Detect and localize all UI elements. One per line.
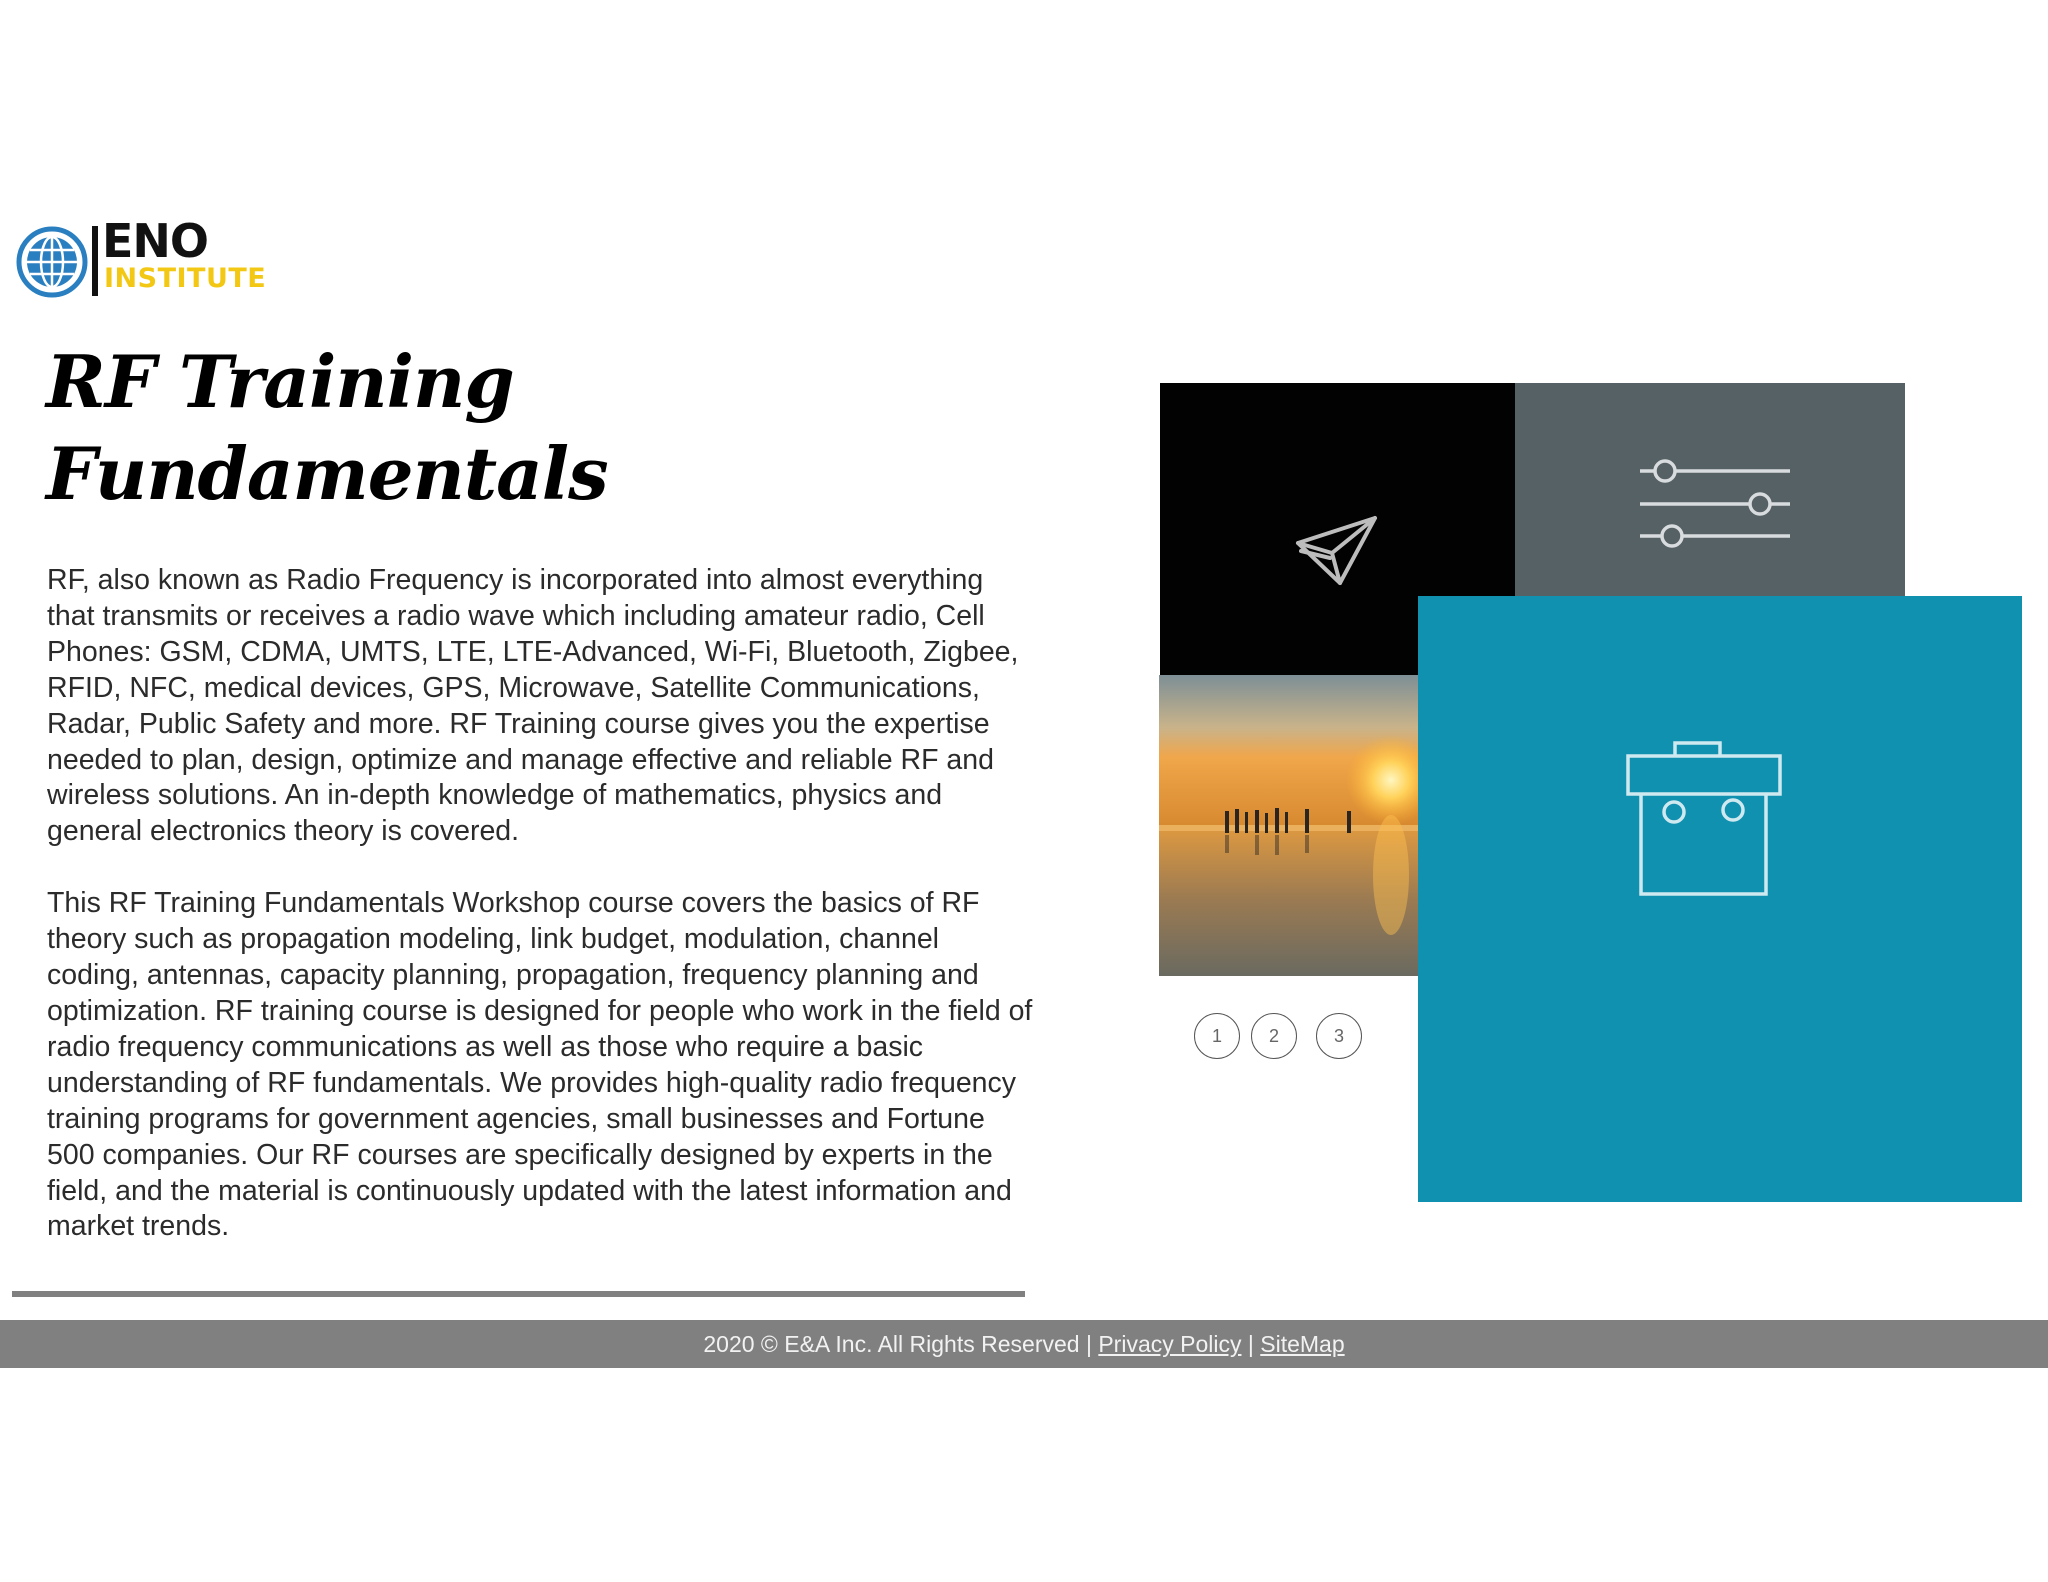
sliders-icon: [1515, 383, 1905, 596]
gallery-tile-sunset-photo[interactable]: [1159, 675, 1419, 976]
globe-icon: [16, 226, 88, 298]
page-title: [46, 336, 746, 520]
eno-institute-logo[interactable]: [16, 214, 286, 300]
logo-divider: [92, 226, 98, 296]
section-divider: [12, 1291, 1025, 1297]
page-title-line-1: RF Training: [46, 339, 514, 424]
description-paragraph-1: RF, also known as Radio Frequency is incorporated into almost everything that transmits or receives a radio wave which including amateur radio, Cell Phones: GSM, CDMA, UMTS, LTE, LTE-Advanced, Wi-Fi, Bluetooth, Zigbee, RFID, NFC, medical devices, GPS, Microwave, Satellite Communications, Radar, Public Safety and more. RF Training course gives you the expertise needed to plan, design, optimize and manage effective and reliable RF and wireless solutions. An in-depth knowledge of mathematics, physics and general electronics theory is covered.: [47, 564, 1019, 848]
logo-subtitle: INSTITUTE: [104, 263, 267, 294]
description-paragraph-2: This RF Training Fundamentals Workshop course covers the basics of RF theory such as propagation modeling, link budget, modulation, channel coding, antennas, capacity planning, propagation, frequency planning and optimization. RF training course is designed for people who work in the field of radio frequency communications as well as those who require a basic understanding of RF fundamentals. We provides high-quality radio frequency training programs for government agencies, small businesses and Fortune 500 companies. Our RF courses are specifically designed by experts in the field, and the material is continuously updated with the latest information and market trends.: [47, 887, 1033, 1243]
gallery-tile-toolbox[interactable]: [1418, 596, 2022, 1202]
sunset-beach-photo: [1159, 675, 1419, 976]
gallery-tile-sliders[interactable]: [1515, 383, 1905, 596]
gallery-pagination: [1194, 1013, 1374, 1063]
logo-wordmark: ENO: [102, 214, 209, 268]
pagination-dot-2[interactable]: 2: [1251, 1013, 1297, 1059]
pagination-dot-1[interactable]: 1: [1194, 1013, 1240, 1059]
footer-separator: |: [1247, 1331, 1254, 1357]
page-title-line-2: Fundamentals: [46, 431, 608, 516]
course-description: [47, 563, 1037, 1281]
toolbox-icon: [1418, 596, 2022, 1202]
sitemap-link[interactable]: SiteMap: [1260, 1331, 1345, 1357]
page-footer: [0, 1320, 2048, 1368]
pagination-dot-3[interactable]: 3: [1316, 1013, 1362, 1059]
footer-copyright: 2020 © E&A Inc. All Rights Reserved |: [703, 1331, 1092, 1357]
privacy-policy-link[interactable]: Privacy Policy: [1098, 1331, 1242, 1357]
